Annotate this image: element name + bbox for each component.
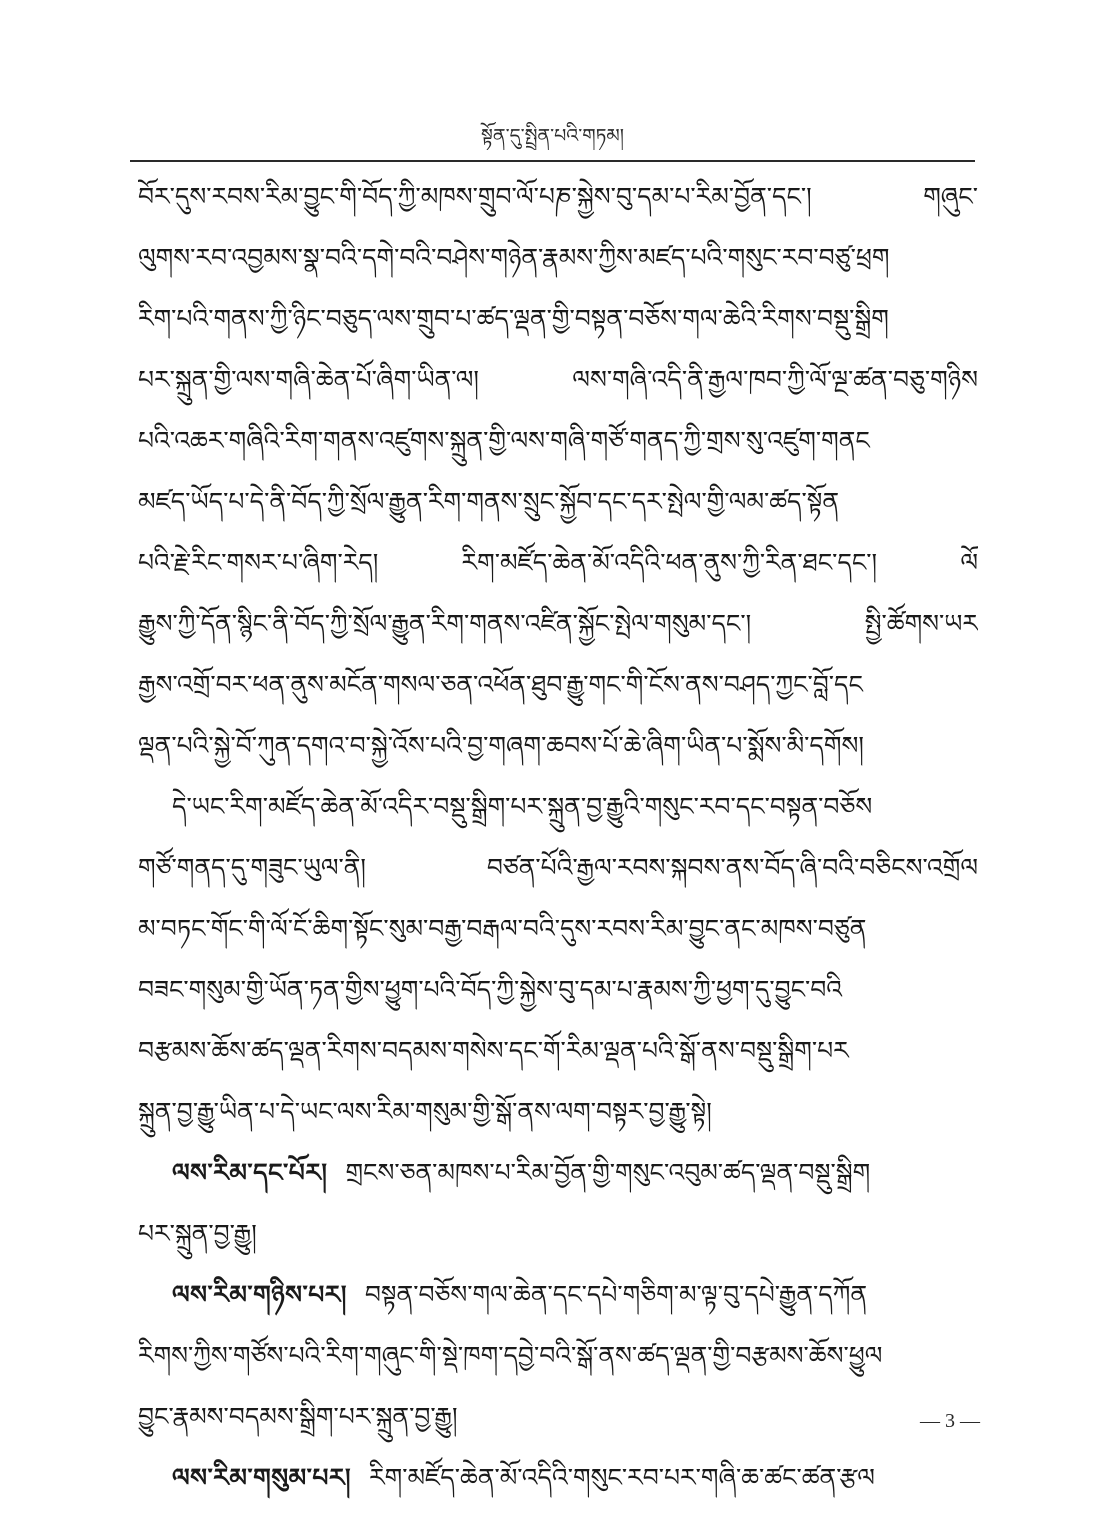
text-line: གྲངས་ཅན་མཁས་པ་རིམ་བྱོན་གྱི་གསུང་འབུམ་ཚད་ལྡན་བསྡུ་སྒྲིག: [345, 1158, 871, 1187]
stage-heading-2: ལས་རིམ་གཉིས་པར།: [172, 1280, 347, 1309]
text-line: དེ་ཡང་རིག་མཛོད་ཆེན་མོ་འདིར་བསྡུ་སྒྲིག་པར་སྐྲུན་བྱ་རྒྱུའི་གསུང་རབ་དང་བསྟན་བཅོས: [172, 792, 873, 821]
stage-paragraph-1: [138, 1142, 978, 1203]
text-line: བོར་དུས་རབས་རིམ་བྱུང་གི་བོད་ཀྱི་མཁས་གྲུབ་ལོ་པཎ་སྐྱེས་བུ་དམ་པ་རིམ་བྱོན་དང་། གཞུང་: [138, 182, 978, 211]
running-header: སྟོན་དུ་སྤྲིན་པའི་གཏམ།: [481, 125, 624, 147]
stage-paragraph-3: [138, 1447, 978, 1508]
text-line: པར་སྐྲུན་བྱ་རྒྱུ།: [138, 1219, 257, 1248]
text-line: པར་སྐྲུན་གྱི་ལས་གཞི་ཆེན་པོ་ཞིག་ཡིན་ལ། ལས་གཞི་འདི་ནི་རྒྱལ་ཁབ་ཀྱི་ལོ་ལྔ་ཚན་བཅུ་གཉིས: [138, 365, 978, 394]
text-line: བྱུང་རྣམས་བདམས་སྒྲིག་པར་སྐྲུན་བྱ་རྒྱུ།: [138, 1402, 458, 1431]
text-line: རིག་པའི་གནས་ཀྱི་ཉིང་བཅུད་ལས་གྲུབ་པ་ཚད་ལྡན་གྱི་བསྟན་བཅོས་གལ་ཆེའི་རིགས་བསྡུ་སྒྲིག: [138, 304, 889, 333]
page-number: — 3 —: [920, 1410, 980, 1432]
header-rule: [130, 160, 975, 162]
stage-heading-1: ལས་རིམ་དང་པོར།: [172, 1158, 328, 1187]
text-line: བཟང་གསུམ་གྱི་ཡོན་ཏན་གྱིས་ཕྱུག་པའི་བོད་ཀྱི་སྐྱེས་བུ་དམ་པ་རྣམས་ཀྱི་ཕྱག་དུ་བྱུང་བའི: [138, 975, 843, 1004]
text-line: གཙོ་གནད་དུ་གཟུང་ཡུལ་ནི། བཙན་པོའི་རྒྱལ་རབས་སྐབས་ནས་བོད་ཞི་བའི་བཅིངས་འགྲོལ: [138, 853, 978, 882]
text-line: མ་བཏང་གོང་གི་ལོ་ངོ་ཆིག་སྟོང་སུམ་བརྒྱ་བརྒལ་བའི་དུས་རབས་རིམ་བྱུང་ནང་མཁས་བཙུན: [138, 914, 867, 943]
text-line: བརྩམས་ཆོས་ཚད་ལྡན་རིགས་བདམས་གསེས་དང་གོ་རིམ་ལྡན་པའི་སྒོ་ནས་བསྡུ་སྒྲིག་པར: [138, 1036, 849, 1065]
text-line: རིག་མཛོད་ཆེན་མོ་འདིའི་གསུང་རབ་པར་གཞི་ཆ་ཚང་ཚན་རྩལ: [369, 1463, 875, 1492]
text-line: མཛད་ཡོད་པ་དེ་ནི་བོད་ཀྱི་སྲོལ་རྒྱུན་རིག་གནས་སྲུང་སྐྱོབ་དང་དར་སྤེལ་གྱི་ལམ་ཚད་སྟོན: [138, 487, 840, 516]
text-line: སྐྲུན་བྱ་རྒྱུ་ཡིན་པ་དེ་ཡང་ལས་རིམ་གསུམ་གྱི་སྒོ་ནས་ལག་བསྟར་བྱ་རྒྱུ་སྟེ།: [138, 1097, 712, 1126]
text-line: ལུགས་རབ་འབྱམས་སྣ་བའི་དགེ་བའི་བཤེས་གཉེན་རྣམས་ཀྱིས་མཛད་པའི་གསུང་རབ་བཙུ་ཕྲག: [138, 243, 890, 272]
stage-paragraph-2: [138, 1264, 978, 1325]
text-line: རིགས་ཀྱིས་གཙོས་པའི་རིག་གཞུང་གི་སྡེ་ཁག་དབྱེ་བའི་སྒོ་ནས་ཚད་ལྡན་གྱི་བརྩམས་ཆོས་ཕྱུལ: [138, 1341, 883, 1370]
text-line: རྒྱས་འགྲོ་བར་ཕན་ནུས་མངོན་གསལ་ཅན་འཕོན་ཐུབ་རྒྱུ་གང་གི་ངོས་ནས་བཤད་ཀྱང་བློ་དང: [138, 670, 863, 699]
text-line: རྒྱུས་ཀྱི་དོན་སྙིང་ནི་བོད་ཀྱི་སྲོལ་རྒྱུན་རིག་གནས་འཛིན་སྐྱོང་སྤེལ་གསུམ་དང་། སྤྱི་ཚོགས་ཡར: [138, 609, 978, 638]
body-text: [138, 166, 978, 1508]
text-line: པའི་འཆར་གཞིའི་རིག་གནས་འཛུགས་སྐྲུན་གྱི་ལས་གཞི་གཙོ་གནད་ཀྱི་གྲས་སུ་འཛུག་གནང: [138, 426, 870, 455]
text-line: པའི་རྗེ་རིང་གསར་པ་ཞིག་རེད། རིག་མཛོད་ཆེན་མོ་འདིའི་ཕན་ནུས་ཀྱི་རིན་ཐང་དང་། ལོ: [138, 548, 978, 577]
text-line: བསྟན་བཅོས་གལ་ཆེན་དང་དཔེ་གཅིག་མ་ལྟ་བུ་དཔེ་རྒྱུན་དཀོན: [364, 1280, 868, 1309]
stage-heading-3: ལས་རིམ་གསུམ་པར།: [172, 1463, 352, 1492]
text-line: ལྡན་པའི་སྐྱེ་བོ་ཀུན་དགའ་བ་སྐྱེ་འོས་པའི་བྱ་གཞག་ཆབས་པོ་ཆེ་ཞིག་ཡིན་པ་སྨོས་མི་དགོས།: [138, 731, 864, 760]
